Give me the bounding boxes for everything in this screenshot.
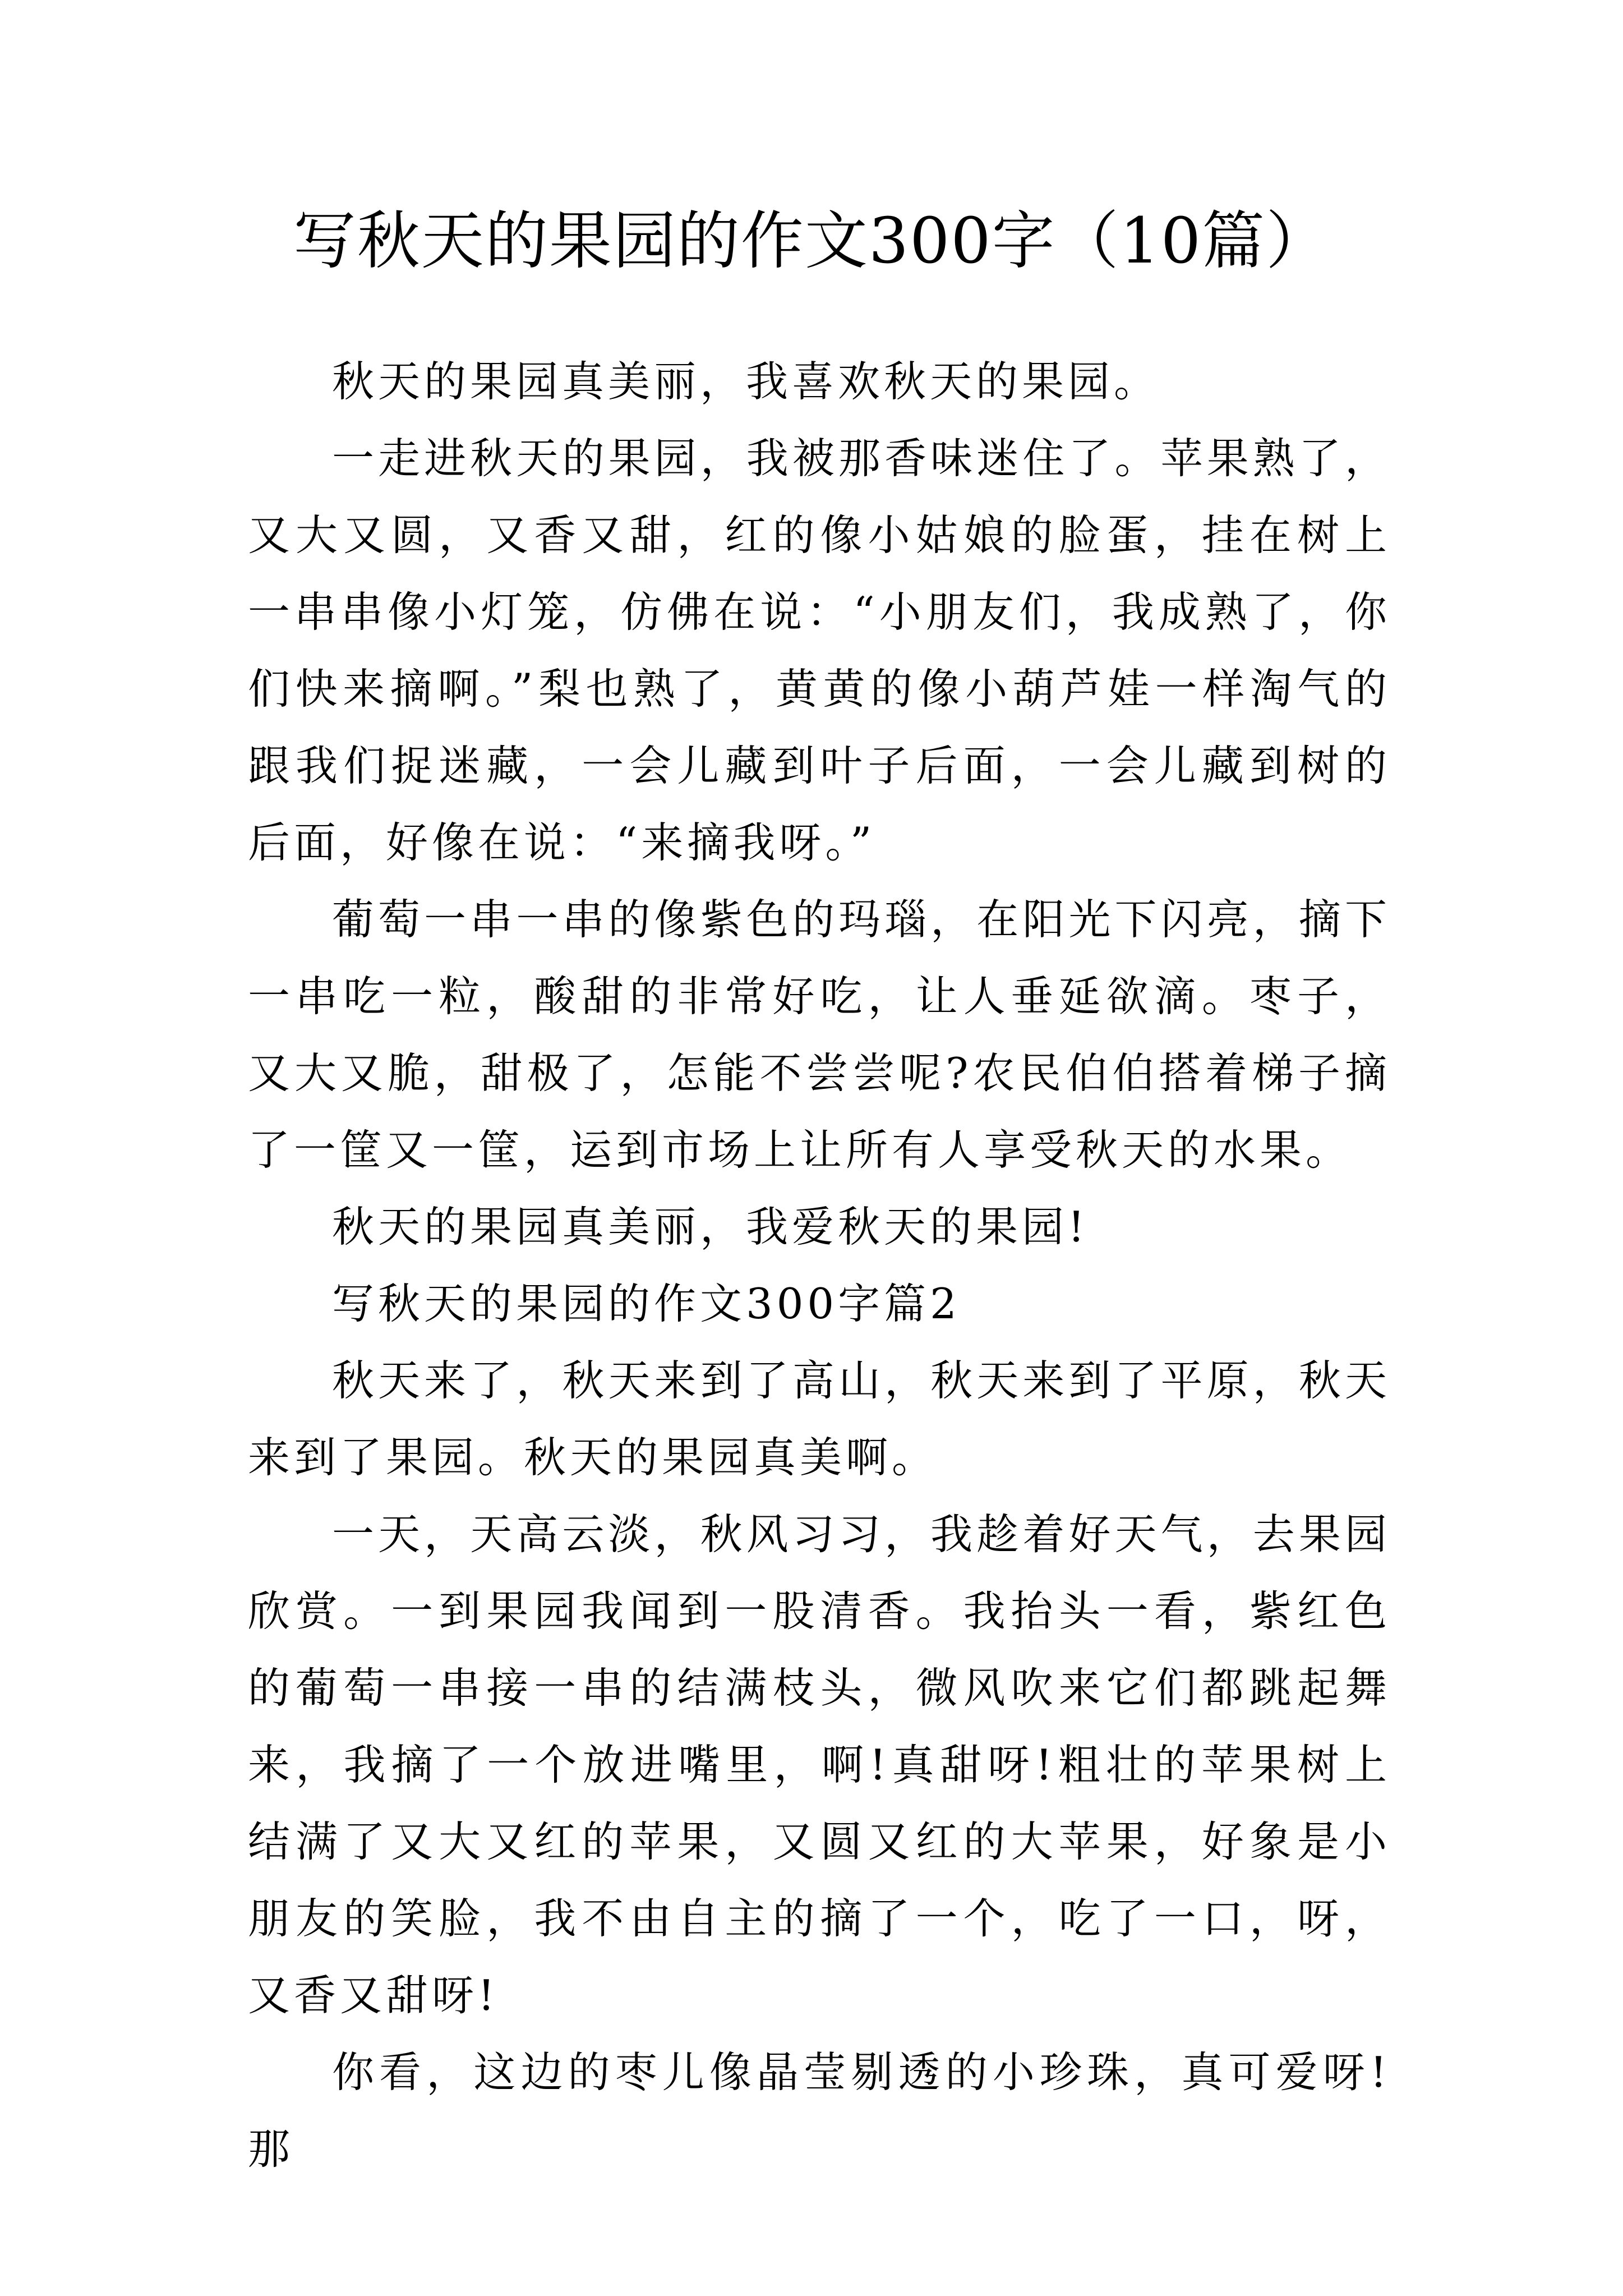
paragraph: 一天，天高云淡，秋风习习，我趁着好天气，去果园欣赏。一到果园我闻到一股清香。我抬头一看，紫红色的葡萄一串接一串的结满枝头，微风吹来它们都跳起舞来，我摘了一个放进嘴里，啊!真甜呀!粗壮的苹果树上结满了又大又红的苹果，又圆又红的大苹果，好象是小朋友的笑脸，我不由自主的摘了一个，吃了一口，呀，又香又甜呀! — [248, 1510, 1391, 2020]
document-body — [248, 343, 1391, 2188]
paragraph: 秋天来了，秋天来到了高山，秋天来到了平原，秋天来到了果园。秋天的果园真美啊。 — [248, 1356, 1391, 1482]
paragraph: 秋天的果园真美丽，我喜欢秋天的果园。 — [332, 357, 1160, 406]
section-heading: 写秋天的果园的作文300字篇2 — [332, 1279, 961, 1328]
document-title: 写秋天的果园的作文300字（10篇） — [293, 205, 1330, 278]
paragraph: 一走进秋天的果园，我被那香味迷住了。苹果熟了，又大又圆，又香又甜，红的像小姑娘的脸蛋，挂在树上一串串像小灯笼，仿佛在说：“小朋友们，我成熟了，你们快来摘啊。”梨也熟了，黄黄的像小葫芦娃一样淘气的跟我们捉迷藏，一会儿藏到叶子后面，一会儿藏到树的后面，好像在说：“来摘我呀。” — [248, 434, 1391, 867]
paragraph: 秋天的果园真美丽，我爱秋天的果园! — [332, 1202, 1089, 1251]
paragraph: 你看，这边的枣儿像晶莹剔透的小珍珠，真可爱呀!那 — [248, 2047, 1391, 2174]
paragraph: 葡萄一串一串的像紫色的玛瑙，在阳光下闪亮，摘下一串吃一粒，酸甜的非常好吃，让人垂延欲滴。枣子，又大又脆，甜极了，怎能不尝尝呢?农民伯伯搭着梯子摘了一筐又一筐，运到市场上让所有人享受秋天的水果。 — [248, 895, 1391, 1175]
